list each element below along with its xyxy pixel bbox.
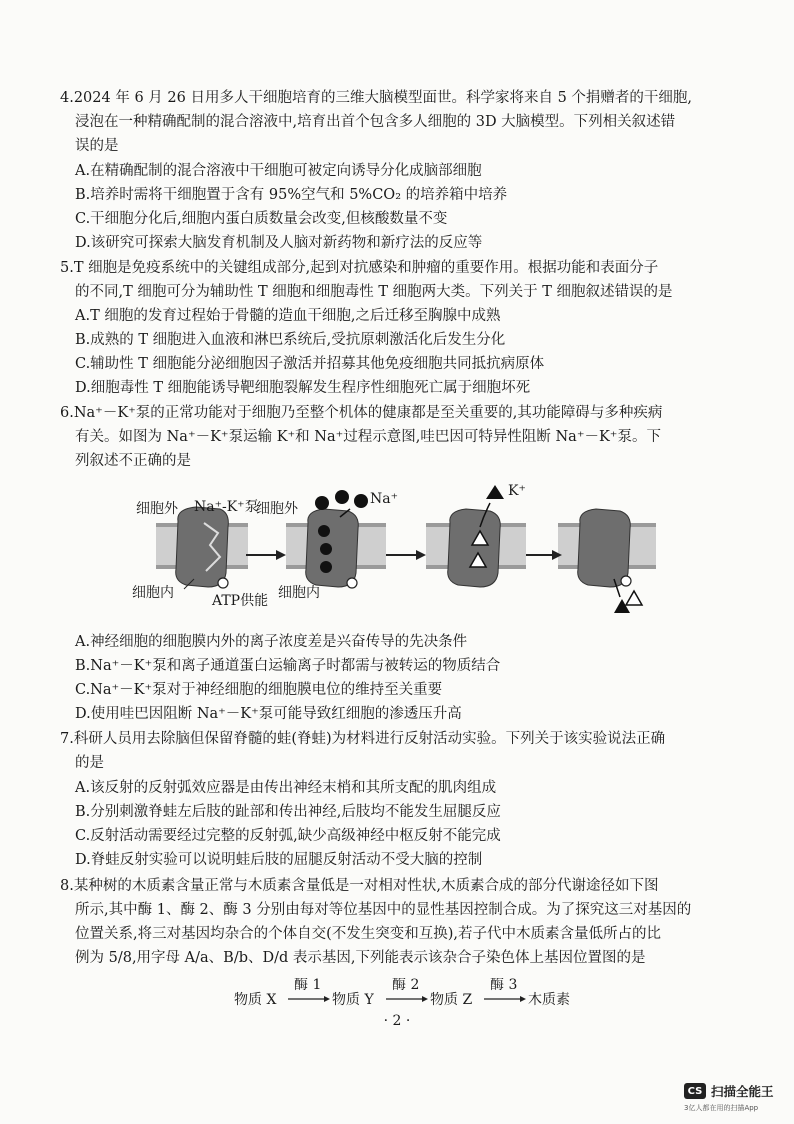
- label-outside-1: 细胞外: [136, 501, 178, 517]
- atp-site-1: [218, 578, 228, 588]
- pump-protein-4: [578, 509, 631, 587]
- label-atp: ATP供能: [212, 593, 269, 609]
- q7-option-b: B.分别刺激脊蛙左后肢的趾部和传出神经,后肢均不能发生屈腿反应: [75, 804, 501, 820]
- atp-site-4: [621, 576, 631, 586]
- pathway-substance-z: 物质 Z: [430, 992, 473, 1008]
- q5-option-a: A.T 细胞的发育过程始于骨髓的造血干细胞,之后迁移至胸腺中成熟: [75, 308, 501, 324]
- atp-site-2: [347, 578, 357, 588]
- na-ion: [354, 494, 368, 508]
- q7-option-a: A.该反射的反射弧效应器是由传出神经末梢和其所支配的肌肉组成: [75, 780, 497, 796]
- label-inside-1: 细胞内: [132, 585, 174, 601]
- pathway-enzyme-2: 酶 2: [392, 978, 420, 993]
- label-inside-2: 细胞内: [278, 585, 320, 601]
- q4-option-c: C.干细胞分化后,细胞内蛋白质数量会改变,但核酸数量不变: [75, 211, 448, 227]
- na-k-pump-diagram: [128, 483, 668, 618]
- q4-stem-line-2: 浸泡在一种精确配制的混合溶液中,培育出首个包含多人细胞的 3D 大脑模型。下列相关叙述错: [75, 114, 676, 130]
- q4-option-b: B.培养时需将干细胞置于含有 95%空气和 5%CO₂ 的培养箱中培养: [75, 187, 508, 203]
- q6-stem-line-1: 6.Na⁺－K⁺泵的正常功能对于细胞乃至整个机体的健康都是至关重要的,其功能障碍与多种疾病: [60, 405, 663, 421]
- pathway-enzyme-3: 酶 3: [490, 978, 518, 993]
- pump-protein-3: [448, 509, 501, 587]
- q4-stem-line-1: 4.2024 年 6 月 26 日用多人干细胞培育的三维大脑模型面世。科学家将来自 5 个捐赠者的干细胞,: [60, 90, 693, 106]
- q4-option-a: A.在精确配制的混合溶液中干细胞可被定向诱导分化成脑部细胞: [75, 163, 482, 179]
- q7-stem-line-1: 7.科研人员用去除脑但保留脊髓的蛙(脊蛙)为材料进行反射活动实验。下列关于该实验说法正确: [60, 731, 666, 747]
- pump-protein-2: [306, 509, 359, 587]
- na-ion: [318, 525, 330, 537]
- na-ion: [320, 561, 332, 573]
- q5-stem-line-1: 5.T 细胞是免疫系统中的关键组成部分,起到对抗感染和肿瘤的重要作用。根据功能和表面分子: [60, 260, 659, 276]
- pathway-lignin: 木质素: [528, 992, 570, 1008]
- q6-option-b: B.Na⁺－K⁺泵和离子通道蛋白运输离子时都需与被转运的物质结合: [75, 658, 501, 674]
- q6-option-a: A.神经细胞的细胞膜内外的离子浓度差是兴奋传导的先决条件: [75, 634, 468, 650]
- na-ion: [335, 490, 349, 504]
- lignin-pathway: [234, 978, 574, 1008]
- q5-option-b: B.成熟的 T 细胞进入血液和淋巴系统后,受抗原刺激活化后发生分化: [75, 332, 506, 348]
- q5-option-d: D.细胞毒性 T 细胞能诱导靶细胞裂解发生程序性细胞死亡属于细胞坏死: [75, 380, 531, 396]
- pathway-enzyme-1: 酶 1: [294, 978, 322, 993]
- label-outside-2: 细胞外: [256, 501, 298, 517]
- q8-stem-line-3: 位置关系,将三对基因均杂合的个体自交(不发生突变和互换),若子代中木质素含量低所占的比: [75, 926, 662, 942]
- q7-option-d: D.脊蛙反射实验可以说明蛙后肢的屈腿反射活动不受大脑的控制: [75, 852, 483, 868]
- q6-option-d: D.使用哇巴因阻断 Na⁺－K⁺泵可能导致红细胞的渗透压升高: [75, 706, 462, 722]
- q6-stem-line-3: 列叙述不正确的是: [75, 453, 191, 469]
- q4-stem-line-3: 误的是: [75, 138, 119, 154]
- page-number: · 2 ·: [383, 1013, 411, 1029]
- q8-stem-line-2: 所示,其中酶 1、酶 2、酶 3 分别由每对等位基因中的显性基因控制合成。为了探究这三对基因的: [75, 902, 692, 918]
- q4-option-d: D.该研究可探索大脑发育机制及人脑对新药物和新疗法的反应等: [75, 235, 483, 251]
- k-ion: [486, 485, 504, 499]
- q7-option-c: C.反射活动需要经过完整的反射弧,缺少高级神经中枢反射不能完成: [75, 828, 501, 844]
- pathway-substance-y: 物质 Y: [332, 992, 374, 1008]
- q5-option-c: C.辅助性 T 细胞能分泌细胞因子激活并招募其他免疫细胞共同抵抗病原体: [75, 356, 545, 372]
- cs-tagline: 3亿人都在用的扫描App: [684, 1104, 759, 1112]
- q6-stem-line-2: 有关。如图为 Na⁺－K⁺泵运输 K⁺和 Na⁺过程示意图,哇巴因可特异性阻断 Na⁺－K⁺泵。下: [75, 429, 661, 445]
- cs-logo-mark: CS: [684, 1083, 706, 1099]
- q8-stem-line-1: 8.某种树的木质素含量正常与木质素含量低是一对相对性状,木质素合成的部分代谢途径如下图: [60, 878, 659, 894]
- q8-stem-line-4: 例为 5/8,用字母 A/a、B/b、D/d 表示基因,下列能表示该杂合子染色体上基因位置图的是: [75, 950, 646, 966]
- q7-stem-line-2: 的是: [75, 755, 104, 771]
- na-ion: [320, 543, 332, 555]
- q5-stem-line-2: 的不同,T 细胞可分为辅助性 T 细胞和细胞毒性 T 细胞两大类。下列关于 T 细胞叙述错误的是: [75, 284, 673, 300]
- cs-logo-text: 扫描全能王: [711, 1084, 774, 1099]
- q6-option-c: C.Na⁺－K⁺泵对于神经细胞的细胞膜电位的维持至关重要: [75, 682, 443, 698]
- label-k: K⁺: [508, 483, 526, 499]
- label-na: Na⁺: [370, 491, 398, 507]
- label-pump: Na⁺-K⁺泵: [194, 499, 259, 515]
- na-ion: [315, 496, 329, 510]
- pump-protein-1: [176, 507, 229, 587]
- k-ion: [626, 591, 642, 605]
- camscanner-logo: [684, 1082, 774, 1100]
- pathway-substance-x: 物质 X: [234, 992, 277, 1008]
